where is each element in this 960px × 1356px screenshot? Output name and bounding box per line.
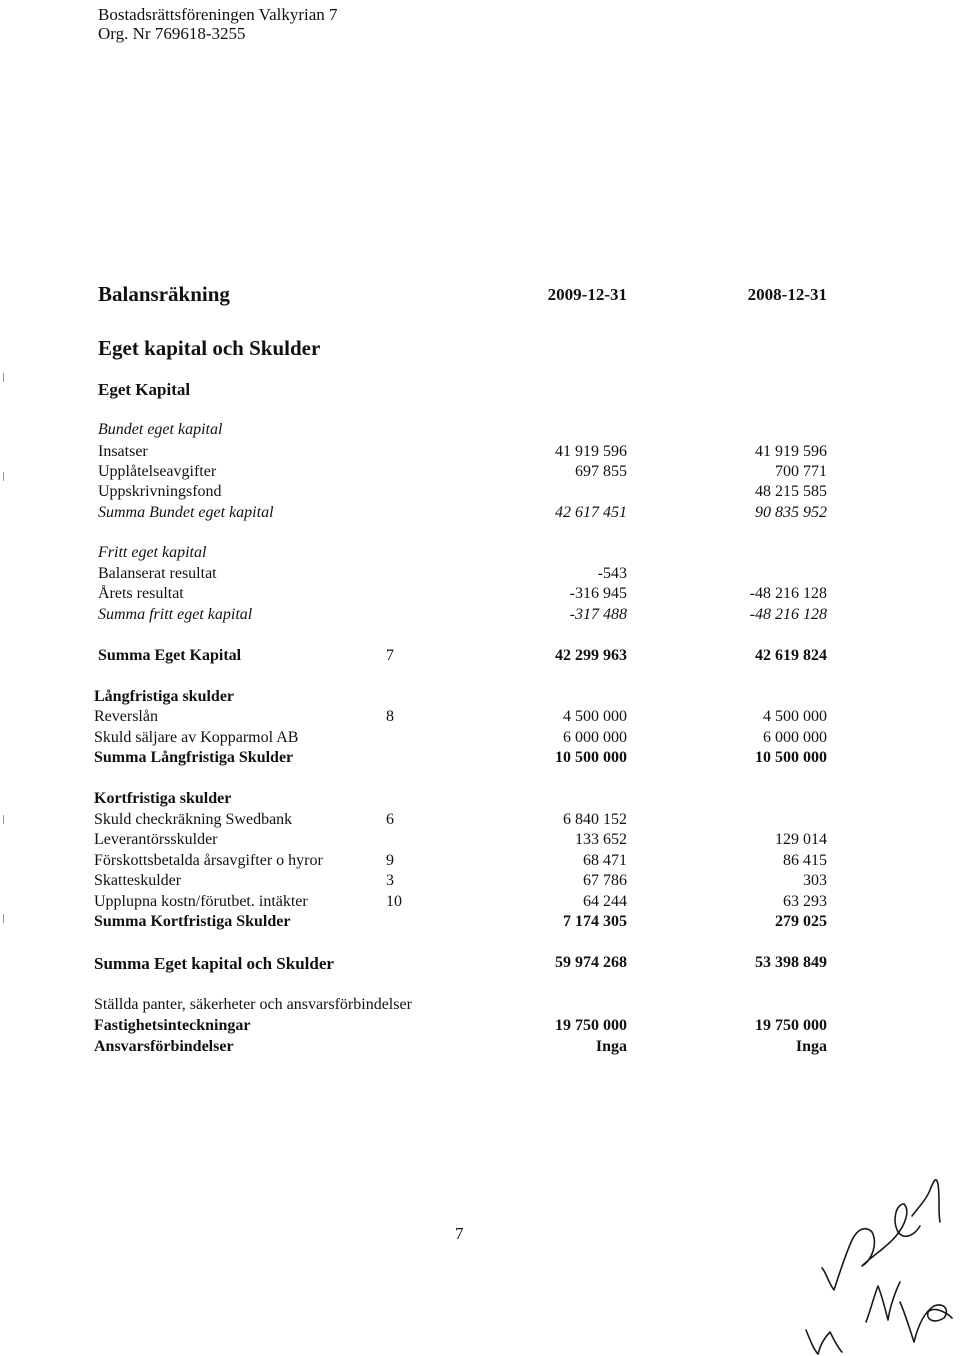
langfristiga-heading: Långfristiga skulder (94, 688, 235, 705)
row-value-previous: 4 500 000 (763, 708, 827, 725)
row-value-previous: 700 771 (775, 463, 827, 480)
bundet-heading: Bundet eget kapital (98, 421, 223, 438)
row-label: Ansvarsförbindelser (94, 1038, 234, 1055)
org-name: Bostadsrättsföreningen Valkyrian 7 (98, 5, 338, 24)
row-value-previous: 6 000 000 (763, 729, 827, 746)
row-value-previous: 48 215 585 (755, 483, 827, 500)
row-value-previous: 303 (803, 872, 827, 889)
row-value-current: 41 919 596 (555, 443, 627, 460)
sum-value-previous: 42 619 824 (755, 647, 827, 664)
row-value-current: 133 652 (575, 831, 627, 848)
row-value-previous: Inga (795, 1038, 827, 1055)
row-value-current: -543 (597, 565, 627, 582)
row-label: Upplåtelseavgifter (98, 463, 217, 480)
row-value-previous: 63 293 (783, 893, 827, 910)
note-ref: 6 (386, 811, 394, 828)
sum-value-current: 42 617 451 (555, 504, 627, 521)
row-label: Insatser (98, 443, 148, 460)
row-value-current: 64 244 (583, 893, 627, 910)
row-label: Uppskrivningsfond (98, 483, 222, 500)
page-title: Balansräkning (98, 282, 230, 306)
row-value-previous: 129 014 (775, 831, 827, 848)
row-value-current: 697 855 (575, 463, 627, 480)
note-ref: 9 (386, 852, 394, 869)
sum-value-current: 7 174 305 (563, 913, 627, 930)
row-value-previous: 86 415 (783, 852, 827, 869)
row-label: Upplupna kostn/förutbet. intäkter (94, 893, 308, 910)
total-label: Summa Eget kapital och Skulder (94, 954, 334, 973)
note-ref: 3 (386, 872, 394, 889)
kortfristiga-heading: Kortfristiga skulder (94, 790, 232, 807)
row-label: Skatteskulder (94, 872, 182, 889)
row-value-current: Inga (595, 1038, 627, 1055)
sum-value-current: 10 500 000 (555, 749, 627, 766)
row-label: Årets resultat (98, 585, 184, 602)
column-header-current: 2009-12-31 (547, 285, 627, 304)
row-value-previous: -48 216 128 (749, 585, 827, 602)
sum-label: Summa Långfristiga Skulder (94, 749, 294, 766)
sum-label: Summa Bundet eget kapital (98, 504, 274, 521)
row-value-current: 67 786 (583, 872, 627, 889)
section-title: Eget kapital och Skulder (98, 336, 321, 360)
row-value-current: -316 945 (569, 585, 627, 602)
row-label: Reverslån (94, 708, 158, 725)
row-label: Balanserat resultat (98, 565, 217, 582)
sum-value-current: -317 488 (569, 606, 627, 623)
row-label: Fastighetsinteckningar (94, 1017, 251, 1034)
sum-label: Summa Kortfristiga Skulder (94, 913, 291, 930)
row-label: Leverantörsskulder (94, 831, 218, 848)
note-ref: 8 (386, 708, 394, 725)
eget-kapital-heading: Eget Kapital (98, 380, 191, 399)
row-value-current: 4 500 000 (563, 708, 627, 725)
sum-value-previous: 90 835 952 (755, 504, 827, 521)
row-value-previous: 19 750 000 (755, 1017, 827, 1034)
sum-value-previous: -48 216 128 (749, 606, 827, 623)
page-number: 7 (455, 1224, 464, 1243)
row-label: Skuld säljare av Kopparmol AB (94, 729, 299, 746)
row-value-current: 6 840 152 (563, 811, 627, 828)
sum-value-current: 42 299 963 (555, 647, 627, 664)
fritt-heading: Fritt eget kapital (98, 544, 207, 561)
sum-label: Summa Eget Kapital (98, 647, 242, 664)
column-header-previous: 2008-12-31 (747, 285, 827, 304)
row-value-current: 6 000 000 (563, 729, 627, 746)
row-value-previous: 41 919 596 (755, 443, 827, 460)
org-number: Org. Nr 769618-3255 (98, 24, 246, 43)
row-label: Förskottsbetalda årsavgifter o hyror (94, 852, 323, 869)
note-ref: 7 (386, 647, 394, 664)
row-label: Skuld checkräkning Swedbank (94, 811, 293, 828)
total-value-current: 59 974 268 (555, 954, 627, 971)
row-value-current: 19 750 000 (555, 1017, 627, 1034)
total-value-previous: 53 398 849 (755, 954, 827, 971)
pledges-heading: Ställda panter, säkerheter och ansvarsförbindelser (94, 996, 412, 1013)
sum-value-previous: 279 025 (775, 913, 827, 930)
row-value-current: 68 471 (583, 852, 627, 869)
sum-label: Summa fritt eget kapital (98, 606, 253, 623)
sum-value-previous: 10 500 000 (755, 749, 827, 766)
note-ref: 10 (386, 893, 402, 910)
